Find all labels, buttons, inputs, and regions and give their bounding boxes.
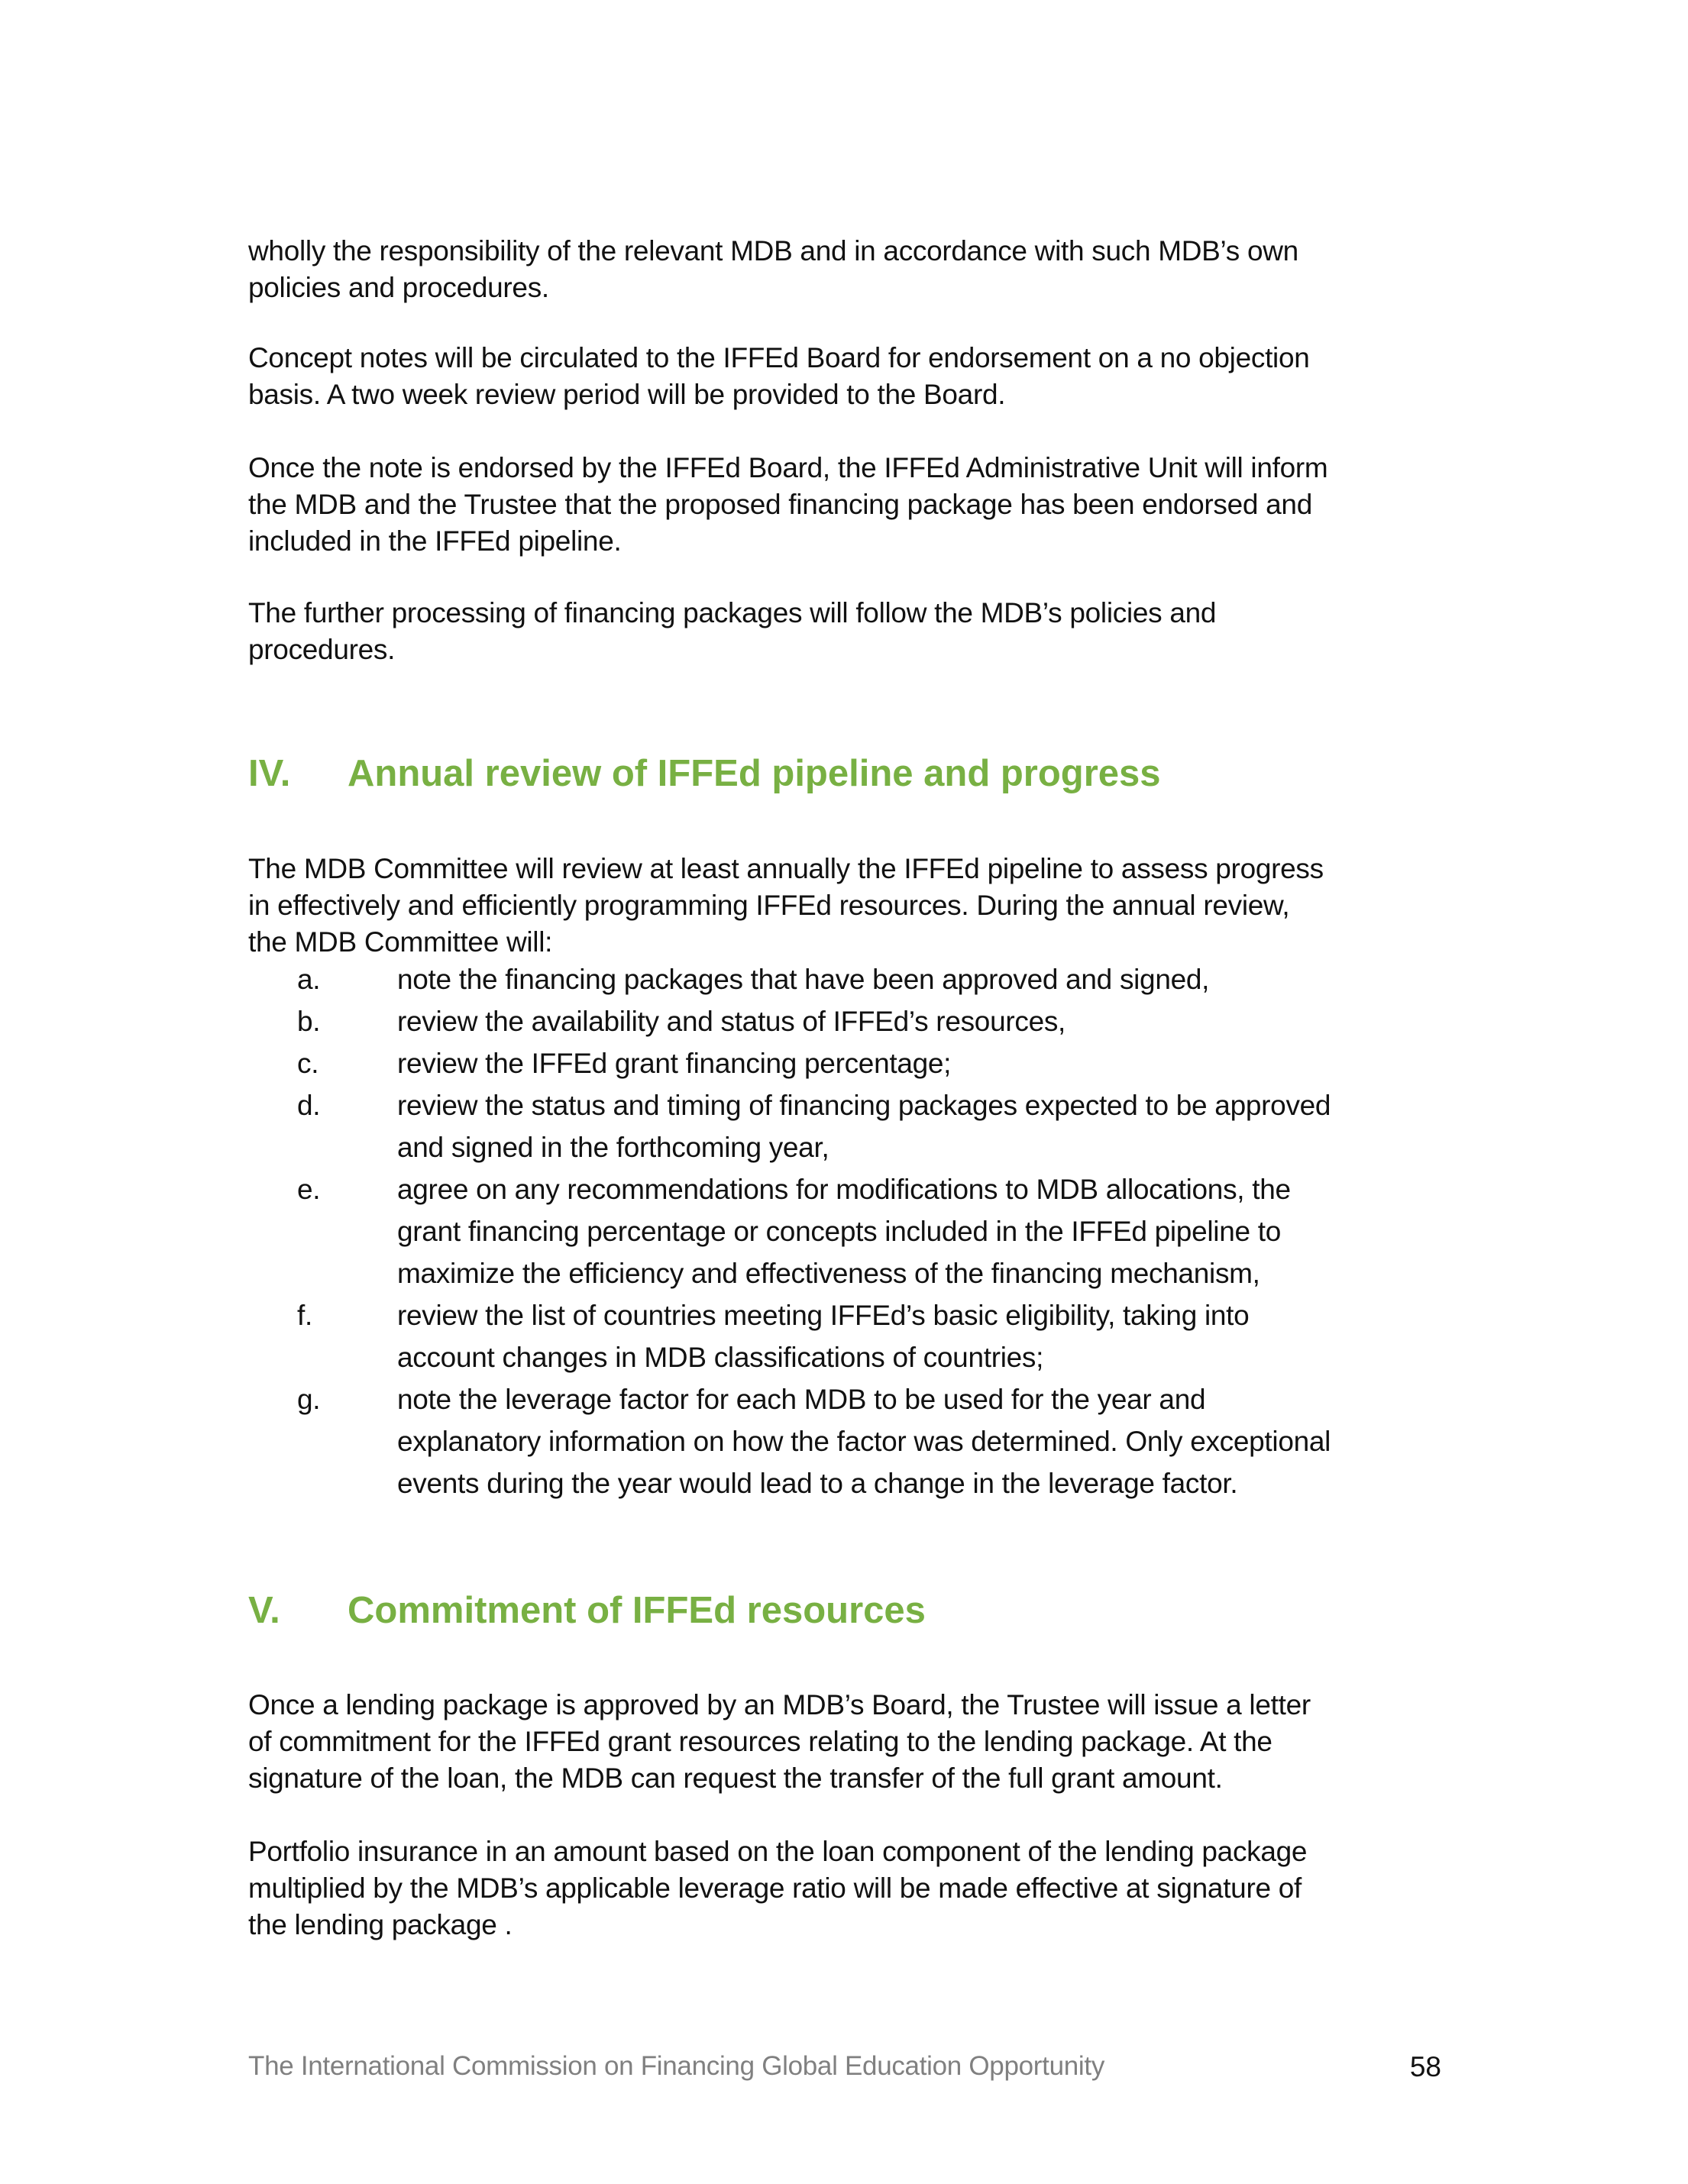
paragraph-4 xyxy=(248,595,1216,668)
text-line: of commitment for the IFFEd grant resources relating to the lending package. At the xyxy=(248,1726,1272,1757)
footer-text: The International Commission on Financing Global Education Opportunity xyxy=(248,2051,1105,2081)
text-line: grant financing percentage or concepts included in the IFFEd pipeline to xyxy=(397,1216,1281,1247)
text-line: policies and procedures. xyxy=(248,272,549,303)
text-line: procedures. xyxy=(248,634,396,665)
page-number: 58 xyxy=(1409,2051,1441,2082)
list-marker: d. xyxy=(297,1090,321,1121)
text-line: the lending package . xyxy=(248,1909,513,1940)
text-line: account changes in MDB classifications of countries; xyxy=(397,1342,1044,1373)
list-item xyxy=(297,1168,1331,1294)
list-marker: g. xyxy=(297,1384,321,1415)
text-line: note the leverage factor for each MDB to be used for the year and xyxy=(397,1384,1206,1415)
text-line: maximize the efficiency and effectiveness of the financing mechanism, xyxy=(397,1258,1260,1289)
list-marker: f. xyxy=(297,1300,312,1331)
list-item-text xyxy=(397,958,1209,1000)
text-line: multiplied by the MDB’s applicable leverage ratio will be made effective at signature of xyxy=(248,1872,1302,1904)
paragraph-2 xyxy=(248,340,1310,413)
text-line: explanatory information on how the factor was determined. Only exceptional xyxy=(397,1426,1331,1457)
section-title: Annual review of IFFEd pipeline and progress xyxy=(348,753,1161,794)
section-heading-v xyxy=(248,1589,926,1632)
list-marker: c. xyxy=(297,1048,319,1079)
section-number: V. xyxy=(248,1590,280,1631)
text-line: and signed in the forthcoming year, xyxy=(397,1132,829,1163)
text-line: the MDB and the Trustee that the proposed financing package has been endorsed and xyxy=(248,489,1312,520)
text-line: The further processing of financing packages will follow the MDB’s policies and xyxy=(248,597,1217,628)
list-item-text xyxy=(397,1084,1331,1168)
section-heading-iv xyxy=(248,752,1161,795)
text-line: agree on any recommendations for modifications to MDB allocations, the xyxy=(397,1174,1291,1205)
text-line: included in the IFFEd pipeline. xyxy=(248,525,622,557)
text-line: The MDB Committee will review at least annually the IFFEd pipeline to assess progress xyxy=(248,853,1324,884)
text-line: signature of the loan, the MDB can request the transfer of the full grant amount. xyxy=(248,1762,1223,1794)
text-line: review the status and timing of financing packages expected to be approved xyxy=(397,1090,1331,1121)
text-line: in effectively and efficiently programming IFFEd resources. During the annual review, xyxy=(248,890,1290,921)
text-line: Once the note is endorsed by the IFFEd Board, the IFFEd Administrative Unit will inform xyxy=(248,452,1328,483)
list-item-text xyxy=(397,1168,1291,1294)
list-item xyxy=(297,1042,1331,1084)
list-marker: e. xyxy=(297,1174,321,1205)
text-line: review the availability and status of IFFEd’s resources, xyxy=(397,1006,1066,1037)
paragraph-1 xyxy=(248,233,1298,306)
text-line: review the IFFEd grant financing percentage; xyxy=(397,1048,952,1079)
text-line: wholly the responsibility of the relevant MDB and in accordance with such MDB’s own xyxy=(248,235,1298,267)
list-item xyxy=(297,1294,1331,1378)
list-item-text xyxy=(397,1000,1066,1042)
paragraph-3 xyxy=(248,450,1327,560)
list-item xyxy=(297,1000,1331,1042)
list-item xyxy=(297,1084,1331,1168)
text-line: note the financing packages that have been approved and signed, xyxy=(397,964,1210,995)
list-item xyxy=(297,958,1331,1000)
text-line: Portfolio insurance in an amount based on the loan component of the lending package xyxy=(248,1836,1308,1867)
paragraph-insurance xyxy=(248,1833,1307,1943)
text-line: basis. A two week review period will be provided to the Board. xyxy=(248,379,1006,410)
section-title: Commitment of IFFEd resources xyxy=(348,1590,926,1631)
list-item-text xyxy=(397,1042,951,1084)
section-iv-intro xyxy=(248,851,1324,961)
review-list xyxy=(297,958,1331,1504)
section-number: IV. xyxy=(248,753,291,794)
list-item xyxy=(297,1378,1331,1504)
text-line: Once a lending package is approved by an MDB’s Board, the Trustee will issue a letter xyxy=(248,1689,1311,1720)
list-marker: a. xyxy=(297,964,321,995)
text-line: events during the year would lead to a change in the leverage factor. xyxy=(397,1468,1238,1499)
text-line: the MDB Committee will: xyxy=(248,926,553,958)
list-item-text xyxy=(397,1378,1331,1504)
list-marker: b. xyxy=(297,1006,321,1037)
list-item-text xyxy=(397,1294,1249,1378)
text-line: review the list of countries meeting IFFEd’s basic eligibility, taking into xyxy=(397,1300,1250,1331)
paragraph-commitment xyxy=(248,1687,1311,1797)
text-line: Concept notes will be circulated to the IFFEd Board for endorsement on a no objection xyxy=(248,342,1310,373)
